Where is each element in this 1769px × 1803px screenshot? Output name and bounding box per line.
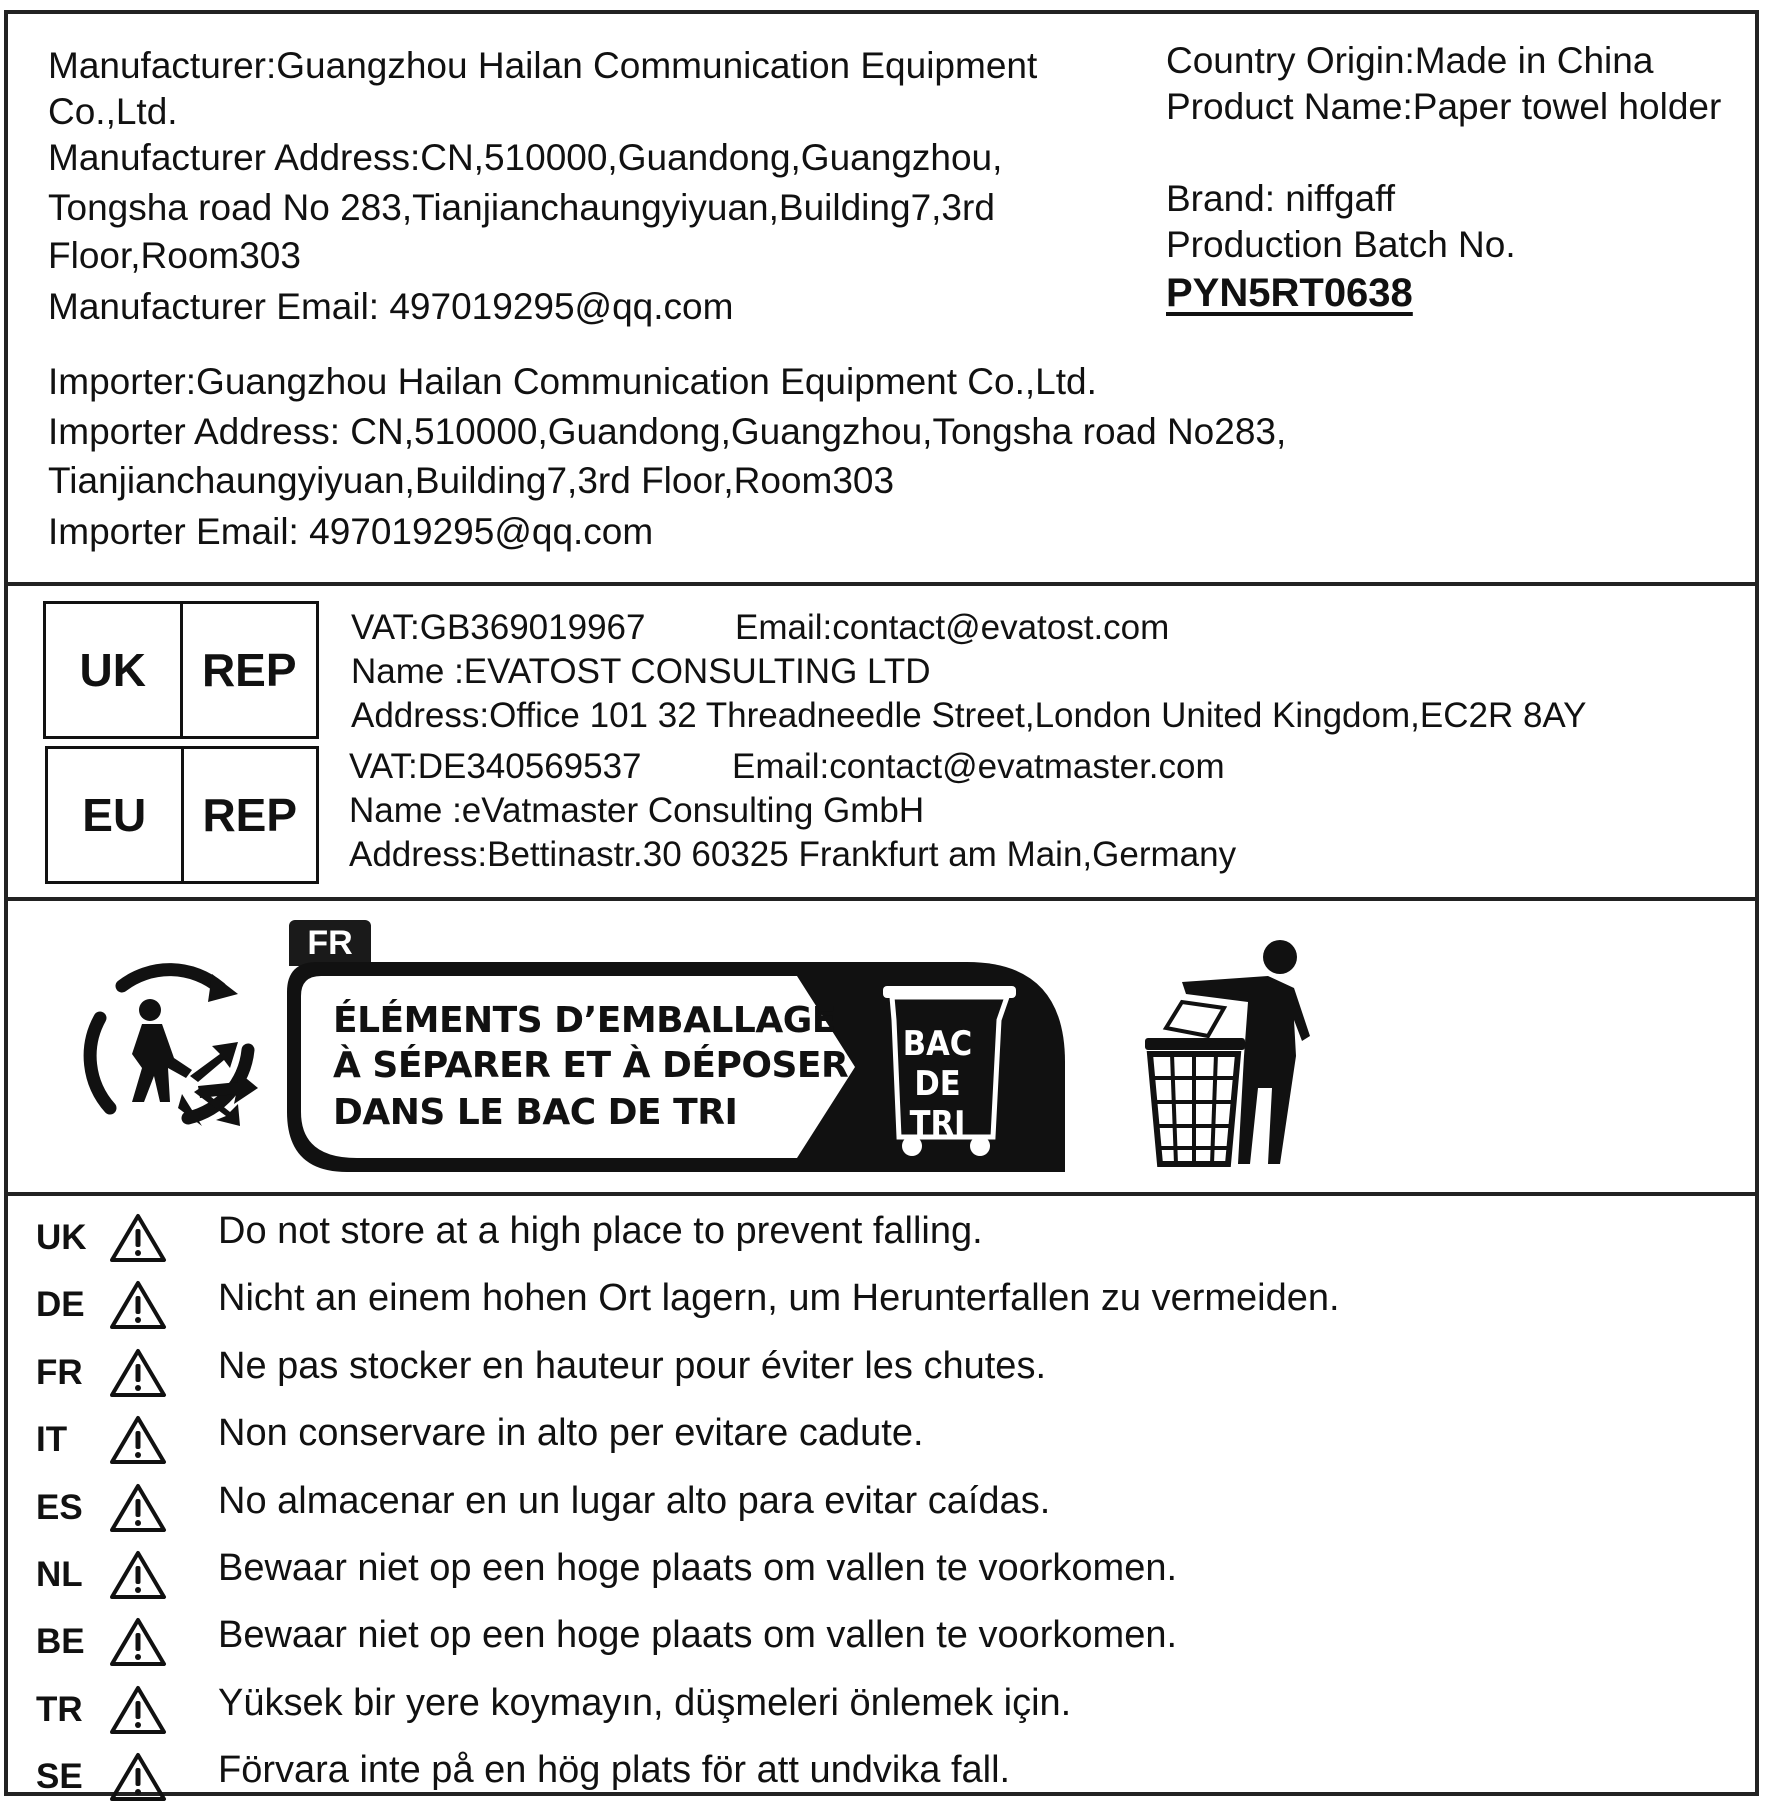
warning-triangle-icon — [108, 1751, 168, 1803]
warning-text: Do not store at a high place to prevent falling. — [218, 1210, 983, 1252]
batch-number: PYN5RT0638 — [1166, 271, 1413, 315]
manufacturer-address-line2: Tongsha road No 283,Tianjianchaungyiyuan,Building7,3rd — [48, 187, 995, 228]
warning-code: SE — [36, 1757, 83, 1796]
manufacturer-name: Manufacturer:Guangzhou Hailan Communication Equipment — [48, 45, 1038, 86]
bin-text-bac: BAC — [902, 1024, 973, 1064]
warning-text: Ne pas stocker en hauteur pour éviter les chutes. — [218, 1345, 1047, 1387]
divider — [4, 897, 1759, 901]
uk-rep-region: UK — [79, 644, 146, 696]
bin-text-de: DE — [914, 1064, 961, 1104]
warning-text: Yüksek bir yere koymayın, düşmeleri önlemek için. — [218, 1682, 1072, 1724]
uk-rep-vat: VAT:GB369019967 — [351, 608, 646, 647]
warning-triangle-icon — [108, 1549, 168, 1601]
brand: Brand: niffgaff — [1166, 178, 1396, 219]
warning-triangle-icon — [108, 1279, 168, 1331]
manufacturer-email: Manufacturer Email: 497019295@qq.com — [48, 286, 734, 327]
recycling-text-line1: ÉLÉMENTS D’EMBALLAGE — [333, 1000, 836, 1041]
warning-triangle-icon — [108, 1212, 168, 1264]
warning-text: No almacenar en un lugar alto para evitar caídas. — [218, 1480, 1051, 1522]
warning-triangle-icon — [108, 1347, 168, 1399]
eu-rep-vat: VAT:DE340569537 — [349, 747, 642, 786]
warning-triangle-icon — [108, 1482, 168, 1534]
importer-address-line2: Tianjianchaungyiyuan,Building7,3rd Floor,Room303 — [48, 460, 895, 501]
warning-text: Nicht an einem hohen Ort lagern, um Herunterfallen zu vermeiden. — [218, 1277, 1340, 1319]
product-name: Product Name:Paper towel holder — [1166, 86, 1722, 127]
importer-email: Importer Email: 497019295@qq.com — [48, 511, 654, 552]
manufacturer-address: Manufacturer Address:CN,510000,Guandong,Guangzhou, — [48, 137, 1003, 178]
manufacturer-address-line3: Floor,Room303 — [48, 235, 301, 276]
warning-code: DE — [36, 1285, 85, 1324]
batch-label: Production Batch No. — [1166, 224, 1516, 265]
uk-rep-name: Name :EVATOST CONSULTING LTD — [351, 652, 931, 691]
divider — [4, 1192, 1759, 1196]
warning-text: Förvara inte på en hög plats för att undvika fall. — [218, 1749, 1011, 1791]
divider — [4, 582, 1759, 586]
warning-text: Non conservare in alto per evitare cadute. — [218, 1412, 924, 1454]
eu-rep-badge — [45, 746, 319, 884]
uk-rep-badge — [43, 601, 319, 739]
bin-text-tri: TRI — [909, 1104, 966, 1144]
warning-triangle-icon — [108, 1684, 168, 1736]
eu-rep-address: Address:Bettinastr.30 60325 Frankfurt am Main,Germany — [349, 835, 1237, 874]
warning-code: TR — [36, 1690, 83, 1729]
warning-text: Bewaar niet op een hoge plaats om vallen te voorkomen. — [218, 1614, 1178, 1656]
eu-rep-region: EU — [82, 789, 147, 841]
warning-code: IT — [36, 1420, 68, 1459]
warning-code: FR — [36, 1353, 83, 1392]
eu-rep-name: Name :eVatmaster Consulting GmbH — [349, 791, 925, 830]
importer-address: Importer Address: CN,510000,Guandong,Guangzhou,Tongsha road No283, — [48, 411, 1287, 452]
importer-name: Importer:Guangzhou Hailan Communication Equipment Co.,Ltd. — [48, 361, 1097, 402]
uk-rep-label: REP — [180, 604, 317, 736]
recycling-tab: FR — [289, 920, 371, 966]
recycling-text-line2: À SÉPARER ET À DÉPOSER — [333, 1045, 849, 1086]
uk-rep-address: Address:Office 101 32 Threadneedle Street,London United Kingdom,EC2R 8AY — [351, 696, 1587, 735]
warning-code: ES — [36, 1488, 83, 1527]
country-origin: Country Origin:Made in China — [1166, 40, 1654, 81]
warning-code: BE — [36, 1622, 85, 1661]
warning-code: UK — [36, 1218, 87, 1257]
warning-triangle-icon — [108, 1414, 168, 1466]
triman-icon — [70, 958, 270, 1130]
uk-rep-email: Email:contact@evatost.com — [735, 608, 1170, 647]
recycling-text-line3: DANS LE BAC DE TRI — [333, 1092, 738, 1133]
warning-text: Bewaar niet op een hoge plaats om vallen te voorkomen. — [218, 1547, 1178, 1589]
eu-rep-email: Email:contact@evatmaster.com — [732, 747, 1225, 786]
tidyman-icon — [1140, 938, 1340, 1174]
eu-rep-label: REP — [181, 749, 317, 881]
manufacturer-name-cont: Co.,Ltd. — [48, 91, 178, 132]
warning-code: NL — [36, 1555, 83, 1594]
warning-triangle-icon — [108, 1616, 168, 1668]
